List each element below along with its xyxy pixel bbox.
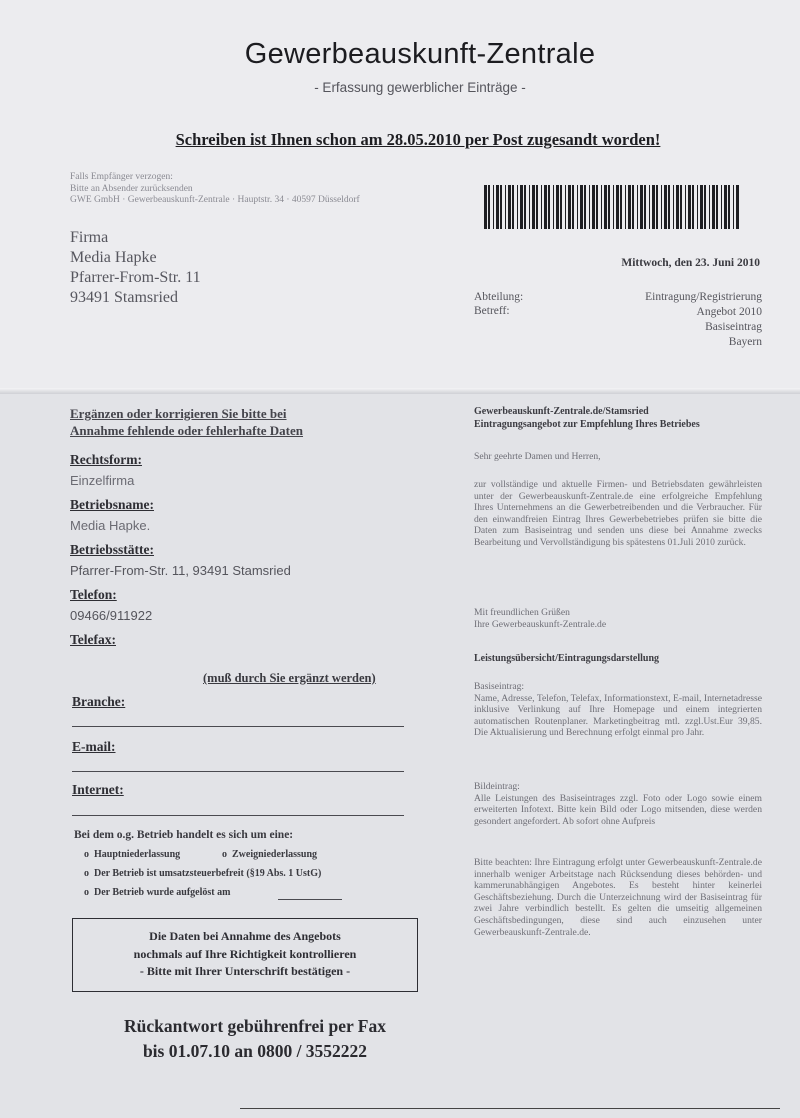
closing-line-2: Ihre Gewerbeauskunft-Zentrale.de	[474, 618, 607, 630]
betreff-value-1: Angebot 2010	[696, 306, 762, 318]
option-zweigniederlassung[interactable]	[222, 849, 317, 860]
hinweis-paragraph: Bitte beachten: Ihre Eintragung erfolgt unter Gewerbeauskunft-Zentrale.de innerhalb weniger Arbeitstage nach Rücksendung dieses behörden- und kammerunabhängigen Angebotes. Es besteht hinter keinerlei Geschäftsbeziehung. Durch die Unterzeichnung wird der Basiseintrag für zwei Jahre verbindlich bestellt. Es gelten die umseitig allgemeinen Geschäftsbedingungen, diese sind auch einzusehen unter Gewerbeauskunft-Zentrale.de.	[474, 857, 762, 938]
recipient-name: Media Hapke	[70, 249, 157, 266]
bottom-rule	[240, 1108, 780, 1109]
leistung-heading: Leistungsübersicht/Eintragungsdarstellung	[474, 653, 660, 664]
basiseintrag-section	[474, 681, 762, 739]
radio-circle-icon: o	[84, 887, 94, 898]
basiseintrag-text: Name, Adresse, Telefon, Telefax, Informationstext, E-mail, Internetadresse inklusive Verlinkung auf Ihre Homepage und einem integrierten automatischen Routenplaner. Marketingbeitrag mtl. zzgl.Ust.Eur 39,85. Die Aktualisierung und Berechnung erfolgt einmal pro Jahr.	[474, 692, 762, 739]
betriebsstaette-label: Betriebsstätte:	[70, 542, 154, 557]
muss-note: (muß durch Sie ergänzt werden)	[203, 671, 376, 685]
abteilung-label: Abteilung:	[474, 291, 524, 303]
option-hauptniederlassung-label: Hauptniederlassung	[94, 849, 181, 860]
branche-label: Branche:	[72, 694, 126, 709]
internet-label: Internet:	[72, 782, 124, 797]
option-aufgeloest-label: Der Betrieb wurde aufgelöst am	[94, 887, 231, 898]
sender-line-3: GWE GmbH · Gewerbeauskunft-Zentrale · Hauptstr. 34 · 40597 Düsseldorf	[70, 195, 360, 205]
letter-heading-line-1: Gewerbeauskunft-Zentrale.de/Stamsried	[474, 406, 649, 417]
radio-circle-icon: o	[84, 868, 94, 879]
recipient-city: 93491 Stamsried	[70, 289, 178, 306]
letter-date: Mittwoch, den 23. Juni 2010	[621, 257, 760, 269]
branche-input-line[interactable]	[72, 726, 404, 727]
telefax-label: Telefax:	[70, 632, 116, 647]
rechtsform-label: Rechtsform:	[70, 452, 142, 467]
email-input-line[interactable]	[72, 771, 404, 772]
meta-labels	[474, 290, 523, 318]
barcode-image	[482, 185, 744, 229]
telefon-label: Telefon:	[70, 587, 117, 602]
betreff-value-2: Basiseintrag	[705, 321, 762, 333]
recipient-line-1: Firma	[70, 229, 109, 246]
letter-title: Gewerbeauskunft-Zentrale	[244, 38, 596, 70]
letter-closing	[474, 607, 762, 630]
abteilung-value: Eintragung/Registrierung	[645, 291, 762, 303]
form-intro-line-1: Ergänzen oder korrigieren Sie bitte bei	[70, 406, 287, 421]
basiseintrag-title: Basiseintrag:	[474, 681, 525, 692]
radio-circle-icon: o	[222, 849, 232, 860]
betriebsstaette-value: Pfarrer-From-Str. 11, 93491 Stamsried	[70, 563, 291, 578]
radio-circle-icon: o	[84, 849, 94, 860]
bildeintrag-text: Alle Leistungen des Basiseintrages zzgl. Foto oder Logo sowie einem erweiterten Infotext. Bitte kein Bild oder Logo mitsenden, diese werden gesondert angefordert. Ab sofort ohne Aufpreis	[474, 792, 762, 827]
betriebsname-label: Betriebsname:	[70, 497, 154, 512]
recipient-address	[70, 228, 201, 308]
betreff-value-3: Bayern	[728, 336, 762, 348]
sender-line-1: Falls Empfänger verzogen:	[70, 172, 173, 182]
closing-line-1: Mit freundlichen Grüßen	[474, 607, 570, 618]
letter-heading-line-2: Eintragungsangebot zur Empfehlung Ihres Betriebes	[474, 419, 700, 430]
form-intro-line-2: Annahme fehlende oder fehlerhafte Daten	[70, 423, 304, 438]
postal-notice: Schreiben ist Ihnen schon am 28.05.2010 per Post zugesandt worden!	[175, 130, 661, 149]
sender-line-2: Bitte an Absender zurücksenden	[70, 183, 193, 194]
letter-heading	[474, 405, 700, 431]
letter-paragraph-1: zur vollständige und aktuelle Firmen- und Betriebsdaten gewährleisten unter der Gewerbeauskunft-Zentrale.de eine erfolgreiche Empfehlung Ihres Unternehmens an die Gewerbetreibenden und die Verbraucher. Für den einwandfreien Eintrag Ihres Gewerbebetriebes prüfen sie bitte die Daten zum Basiseintrag und senden uns diese bei Annahme zwecks Bearbeitung und Vervollständigung bis spätestens 01.Juli 2010 zurück.	[474, 479, 762, 548]
internet-input-line[interactable]	[72, 815, 404, 816]
fax-line-1: Rückantwort gebührenfrei per Fax	[123, 1016, 386, 1036]
sender-return-address	[70, 172, 430, 207]
option-umsatzsteuerbefreit-label: Der Betrieb ist umsatzsteuerbefreit (§19 Abs. 1 UstG)	[94, 868, 322, 879]
betrieb-type-question: Bei dem o.g. Betrieb handelt es sich um eine:	[74, 829, 294, 841]
bildeintrag-title: Bildeintrag:	[474, 781, 520, 792]
letter-salutation: Sehr geehrte Damen und Herren,	[474, 451, 601, 462]
betriebsname-value: Media Hapke.	[70, 518, 151, 533]
option-zweigniederlassung-label: Zweigniederlassung	[232, 849, 318, 860]
bildeintrag-section	[474, 781, 762, 827]
confirmation-line-3: - Bitte mit Ihrer Unterschrift bestätigen -	[139, 964, 351, 978]
aufgeloest-date-line[interactable]	[278, 899, 342, 900]
email-label: E-mail:	[72, 739, 116, 754]
option-hauptniederlassung[interactable]	[84, 849, 180, 860]
rechtsform-value: Einzelfirma	[70, 473, 135, 488]
confirmation-box-text	[73, 919, 417, 981]
confirmation-box	[72, 918, 418, 992]
fax-reply-notice	[90, 1014, 420, 1064]
option-umsatzsteuerbefreit[interactable]	[84, 868, 321, 879]
paper-fold	[0, 388, 800, 394]
confirmation-line-2: nochmals auf Ihre Richtigkeit kontrollieren	[133, 946, 357, 961]
form-intro	[70, 405, 303, 439]
meta-values	[560, 290, 762, 350]
betreff-label: Betreff:	[474, 305, 510, 317]
confirmation-line-1: Die Daten bei Annahme des Angebots	[149, 929, 341, 943]
recipient-street: Pfarrer-From-Str. 11	[70, 269, 201, 286]
fax-line-2: bis 01.07.10 an 0800 / 3552222	[142, 1041, 368, 1061]
letter-subtitle: - Erfassung gewerblicher Einträge -	[314, 80, 526, 95]
telefon-value: 09466/911922	[70, 608, 153, 623]
option-aufgeloest[interactable]	[84, 887, 230, 898]
